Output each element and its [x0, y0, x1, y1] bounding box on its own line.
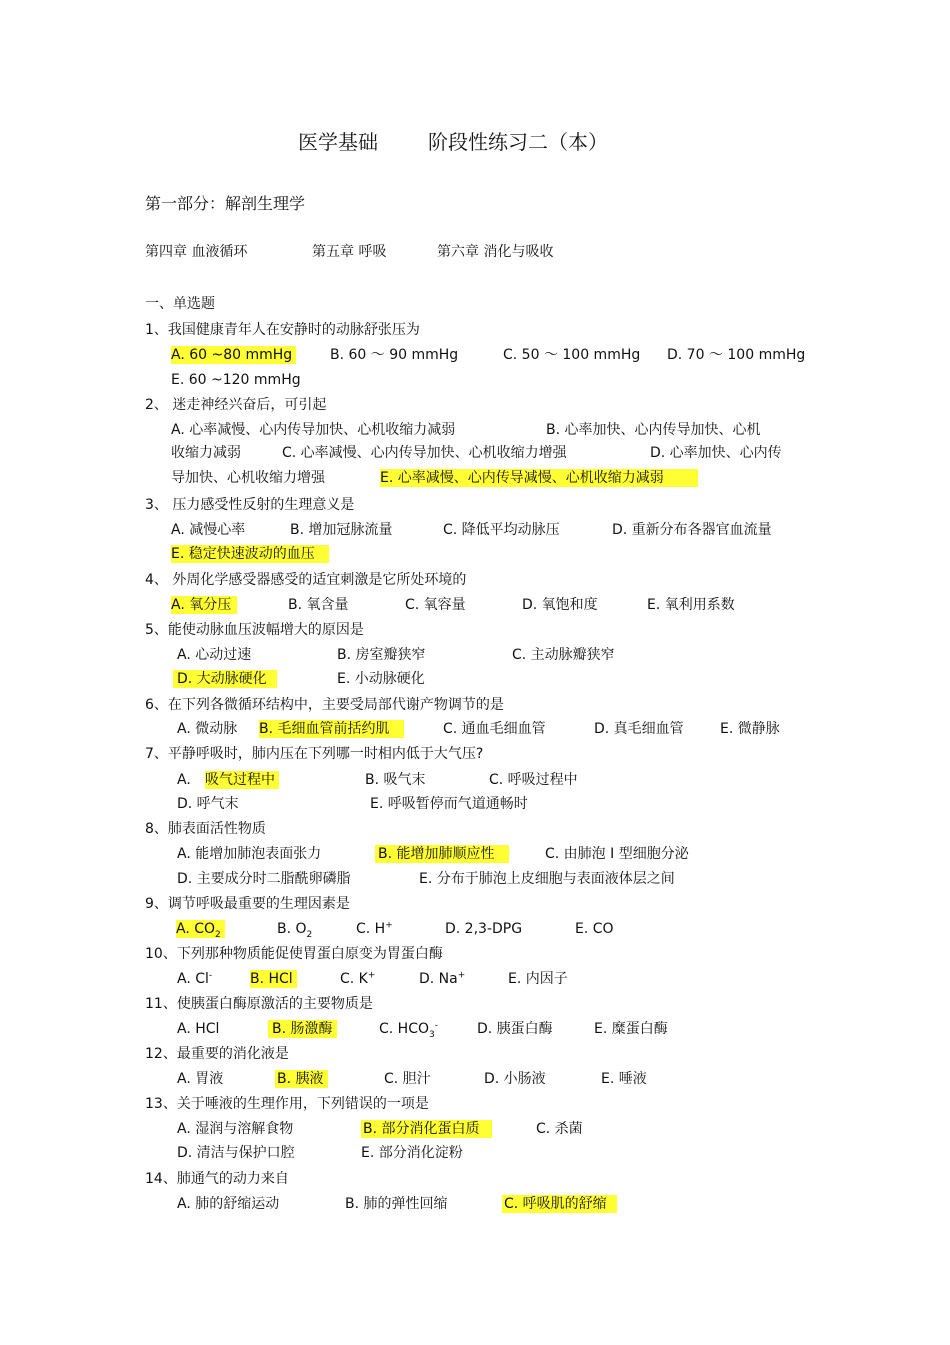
q2-line2-c: D. 心率加快、心内传 — [650, 445, 782, 461]
q3-option-d: D. 重新分布各器官血流量 — [612, 522, 772, 538]
question-9-stem: 9、调节呼吸最重要的生理因素是 — [145, 896, 350, 912]
q13-option-e: E. 部分消化淀粉 — [361, 1145, 463, 1161]
q6-option-a: A. 微动脉 — [177, 721, 238, 737]
q9-option-a: A. $CO_2$ — [176, 920, 225, 938]
q12-option-e: E. 唾液 — [601, 1071, 647, 1087]
q11-option-b: B. 肠激酶 — [268, 1020, 337, 1038]
q5-option-c: C. 主动脉瓣狭窄 — [512, 647, 615, 663]
q6-option-b: B. 毛细血管前括约肌 — [259, 720, 404, 738]
q6-option-e: E. 微静脉 — [720, 721, 780, 737]
q4-option-e: E. 氧利用系数 — [647, 597, 735, 613]
q13-option-b: B. 部分消化蛋白质 — [361, 1120, 492, 1138]
q8-option-c: C. 由肺泡 I 型细胞分泌 — [545, 846, 689, 862]
q1-option-b: B. 60 ～ 90 mmHg — [330, 347, 459, 363]
question-4-stem: 4、 外周化学感受器感受的适宜刺激是它所处环境的 — [145, 572, 467, 588]
q3-option-a: A. 减慢心率 — [171, 522, 246, 538]
title-left: 医学基础 — [298, 130, 378, 154]
question-14-stem: 14、肺通气的动力来自 — [145, 1171, 289, 1187]
question-10-stem: 10、下列那种物质能促使胃蛋白原变为胃蛋白酶 — [145, 946, 443, 962]
q2-line1-b: B. 心率加快、心内传导加快、心机 — [546, 422, 761, 438]
q6-option-c: C. 通血毛细血管 — [443, 721, 546, 737]
question-2-stem: 2、 迷走神经兴奋后，可引起 — [145, 397, 327, 413]
q12-option-d: D. 小肠液 — [484, 1071, 546, 1087]
q8-option-e: E. 分布于肺泡上皮细胞与表面液体层之间 — [419, 871, 675, 887]
q7-option-e: E. 呼吸暂停而气道通畅时 — [370, 796, 528, 812]
q6-option-d: D. 真毛细血管 — [594, 721, 684, 737]
q12-option-a: A. 胃液 — [177, 1071, 224, 1087]
q2-line1-a: A. 心率减慢、心内传导加快、心机收缩力减弱 — [171, 422, 456, 438]
q11-option-d: D. 胰蛋白酶 — [477, 1021, 553, 1037]
q3-option-b: B. 增加冠脉流量 — [290, 522, 393, 538]
q7-option-a: 吸气过程中 — [205, 771, 279, 789]
q1-option-e: E. 60 ~120 mmHg — [171, 372, 301, 388]
question-7-stem: 7、平静呼吸时，肺内压在下列哪一时相内低于大气压? — [145, 746, 484, 762]
q13-option-a: A. 湿润与溶解食物 — [177, 1121, 294, 1137]
q9-option-d: D. 2,3-DPG — [445, 921, 523, 937]
q10-option-b: B. HCl — [250, 970, 297, 988]
q10-option-a: A. Cl- — [177, 970, 213, 987]
q12-option-c: C. 胆汁 — [384, 1071, 431, 1087]
q9-option-e: E. CO — [575, 921, 614, 937]
q8-option-d: D. 主要成分时二脂酰卵磷脂 — [177, 871, 351, 887]
question-5-stem: 5、能使动脉血压波幅增大的原因是 — [145, 622, 364, 638]
q11-option-a: A. HCl — [177, 1021, 220, 1037]
q4-option-a: A. 氧分压 — [171, 596, 237, 614]
q4-option-c: C. 氧容量 — [405, 597, 466, 613]
q9-option-c: C. H+ — [356, 920, 393, 937]
part-heading: 第一部分：解剖生理学 — [145, 194, 306, 213]
q14-option-a: A. 肺的舒缩运动 — [177, 1196, 280, 1212]
question-13-stem: 13、关于唾液的生理作用，下列错误的一项是 — [145, 1096, 429, 1112]
q8-option-a: A. 能增加肺泡表面张力 — [177, 846, 322, 862]
q7-option-b: B. 吸气末 — [365, 772, 426, 788]
q1-option-d: D. 70 ～ 100 mmHg — [667, 347, 806, 363]
section-heading: 一、单选题 — [145, 296, 215, 312]
question-6-stem: 6、在下列各微循环结构中，主要受局部代谢产物调节的是 — [145, 697, 504, 713]
chapter-6: 第六章 消化与吸收 — [437, 244, 554, 260]
q10-option-c: C. K+ — [340, 970, 376, 987]
q9-option-b: B. $O_2$ — [277, 921, 313, 940]
q13-option-c: C. 杀菌 — [536, 1121, 583, 1137]
q7-option-c: C. 呼吸过程中 — [489, 772, 578, 788]
q7-option-a-letter: A. — [177, 772, 191, 788]
q1-option-a: A. 60 ~80 mmHg — [171, 346, 296, 364]
q13-option-d: D. 清洁与保护口腔 — [177, 1145, 295, 1161]
q3-option-e: E. 稳定快速波动的血压 — [171, 545, 329, 563]
q7-option-d: D. 呼气末 — [177, 796, 239, 812]
q14-option-c: C. 呼吸肌的舒缩 — [502, 1195, 617, 1213]
question-1-stem: 1、我国健康青年人在安静时的动脉舒张压为 — [145, 322, 420, 338]
q1-option-c: C. 50 ～ 100 mmHg — [503, 347, 641, 363]
q5-option-e: E. 小动脉硬化 — [337, 671, 425, 687]
question-12-stem: 12、最重要的消化液是 — [145, 1046, 289, 1062]
q5-option-b: B. 房室瓣狭窄 — [337, 647, 426, 663]
q4-option-b: B. 氧含量 — [288, 597, 349, 613]
q5-option-d: D. 大动脉硬化 — [173, 670, 277, 688]
question-3-stem: 3、 压力感受性反射的生理意义是 — [145, 497, 355, 513]
q3-option-c: C. 降低平均动脉压 — [443, 522, 560, 538]
q4-option-d: D. 氧饱和度 — [522, 597, 598, 613]
q10-option-e: E. 内因子 — [508, 971, 568, 987]
chapter-5: 第五章 呼吸 — [312, 244, 387, 260]
q5-option-a: A. 心动过速 — [177, 647, 252, 663]
q8-option-b: B. 能增加肺顺应性 — [375, 845, 509, 863]
q2-line2-b: C. 心率减慢、心内传导加快、心机收缩力增强 — [282, 445, 567, 461]
q10-option-d: D. Na+ — [419, 970, 466, 987]
q2-line3-a: 导加快、心机收缩力增强 — [171, 470, 325, 486]
chapter-4: 第四章 血液循环 — [145, 244, 248, 260]
q14-option-b: B. 肺的弹性回缩 — [345, 1196, 448, 1212]
q2-line2-a: 收缩力减弱 — [171, 445, 241, 461]
q11-option-c: C. $HCO_3^-$ — [379, 1020, 438, 1040]
q11-option-e: E. 糜蛋白酶 — [594, 1021, 668, 1037]
q12-option-b: B. 胰液 — [275, 1070, 328, 1088]
title-right: 阶段性练习二（本） — [428, 130, 608, 154]
question-8-stem: 8、肺表面活性物质 — [145, 821, 266, 837]
question-11-stem: 11、使胰蛋白酶原激活的主要物质是 — [145, 996, 373, 1012]
q2-option-e: E. 心率减慢、心内传导减慢、心机收缩力减弱 — [380, 469, 698, 487]
